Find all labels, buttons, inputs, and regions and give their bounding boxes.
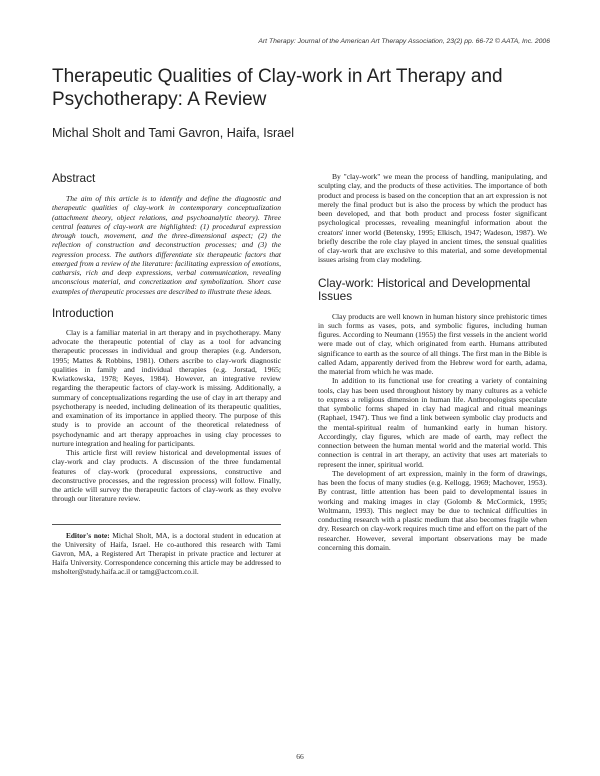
author-conjunction: and [120,126,149,140]
page-number: 66 [296,752,304,761]
author-name: Tami Gavron [148,126,220,140]
author-affiliation: , Haifa, Israel [219,126,294,140]
article-title: Therapeutic Qualities of Clay-work in Art Therapy and Psychotherapy: A Review [52,66,503,110]
author-line [52,126,294,140]
paragraph: Clay is a familiar material in art therapy and in psychotherapy. Many advocate the therapeutic potential of clay as a tool for advancing therapeutic processes in individual and group therapies (e.g. Anderson, 1995; Mattes & Robbins, 1981). Others ascribe to clay-work diagnostic qualities in family and individual therapies (e.g. Jorstad, 1965; Kwiatkowska, 1978; Keyes, 1984). However, an integrative review regarding the therapeutic factors of clay-work is missing. Additionally, a summary of conceptualizations regarding the use of clay in art therapy and psychotherapy is needed, including delineation of its therapeutic qualities, and examination of its importance in applied theory. The purpose of this study is to provide an account of the theoretical relatedness of psychodynamic and art therapy approaches in using clay processes to nurture integration and healing for participants. [52,327,281,448]
footnote-divider [52,524,281,525]
author-name: Michal Sholt [52,126,121,140]
running-head: Art Therapy: Journal of the American Art Therapy Association, 23(2) pp. 66-72 © AATA, Inc. 2006 [258,38,550,45]
paragraph: The development of art expression, mainly in the form of drawings, has been the focus of many studies (e.g. Kellogg, 1969; Machover, 1953). By contrast, little attention has been paid to developmental issues in working and making images in clay (Golomb & McCormick, 1995; Woltmann, 1993). This neglect may be due to technical difficulties in conducting research with a plastic medium that also becomes fragile when dry. Research on clay-work requires much time and effort on the part of the researcher. However, several important observations may be made concerning this domain. [318,468,547,552]
abstract-heading: Abstract [52,171,96,185]
paragraph: By "clay-work" we mean the process of handling, manipulating, and sculpting clay, and the products of these activities. The importance of both product and process is based on the conception that an art expression is not merely the final product but is also the process by which the product has been developed, and that both product and process foster significant psychological processes, revealing meaningful information about the creators' inner world (Betensky, 1995; Elkisch, 1947; Wadeson, 1987). We briefly describe the role clay played in ancient times, the sensual qualities of clay-work that are exclusive to this material, and some developmental issues arising from clay modeling. [318,172,547,265]
introduction-heading: Introduction [52,305,114,320]
right-column [318,172,547,552]
abstract-text: The aim of this article is to identify and define the diagnostic and therapeutic qualities of clay-work in contemporary conceptualization (attachment theory, object relations, and psychoanalytic theory). Three central features of clay-work are highlighted: (1) procedural expression through touch, movement, and the three-dimensional aspect; (2) the reflection of construction and deconstruction processes; and (3) the regression process. The authors differentiate six therapeutic factors that emerged from a review of the literature: facilitating expression of emotions, catharsis, rich and deep expressions, verbal communication, revealing unconscious material, and concretization and symbolization. Short case examples of therapeutic processes are described to illustrate these ideas. [52,194,281,296]
editors-note-label: Editor's note: [66,530,110,540]
section-heading: Clay-work: Historical and Developmental Issues [318,275,531,303]
left-column [52,172,281,576]
paragraph: In addition to its functional use for creating a variety of containing tools, clay has been used throughout history by many cultures as a vehicle to express a religious dimension in human life. Anthropologists speculate that symbolic forms shaped in clay had magical and ritual meanings (Raphael, 1947). Thus we find a link between symbolic clay products and the mental-spiritual realm of humankind early in human history. Accordingly, clay figures, which are made of earth, may reflect the connection between the human mental world and the material world. This connection is central in art therapy, an activity that uses art materials to represent the inner, spiritual world. [318,376,547,469]
editors-note [52,531,281,576]
paragraph: This article first will review historical and developmental issues of clay-work and clay products. A discussion of the three fundamental features of clay-work (procedural expressions, constructive and deconstructive processes, and the regression process) will follow. Finally, the article will survey the therapeutic factors of clay-work as they evolve through our literature review. [52,448,281,504]
editors-note-text: Michal Sholt, MA, is a doctoral student in education at the University of Haifa, Israel. He co-authored this research with Tami Gavron, MA, a Registered Art Therapist in private practice and lecturer at Haifa University. Correspondence concerning this article may be addressed to msholter@study.haifa.ac.il or tamg@actcom.co.il. [52,530,281,576]
paragraph: Clay products are well known in human history since prehistoric times in such forms as vases, pots, and symbolic figures, including human figures. According to Neumann (1955) the first vessels in the ancient world were made out of clay, which originated from earth. Humans attributed significance to earth as the source of all things. The first man in the Bible is called Adam, apparently derived from the Hebrew word for earth, adama, the material from which he was made. [318,311,547,376]
